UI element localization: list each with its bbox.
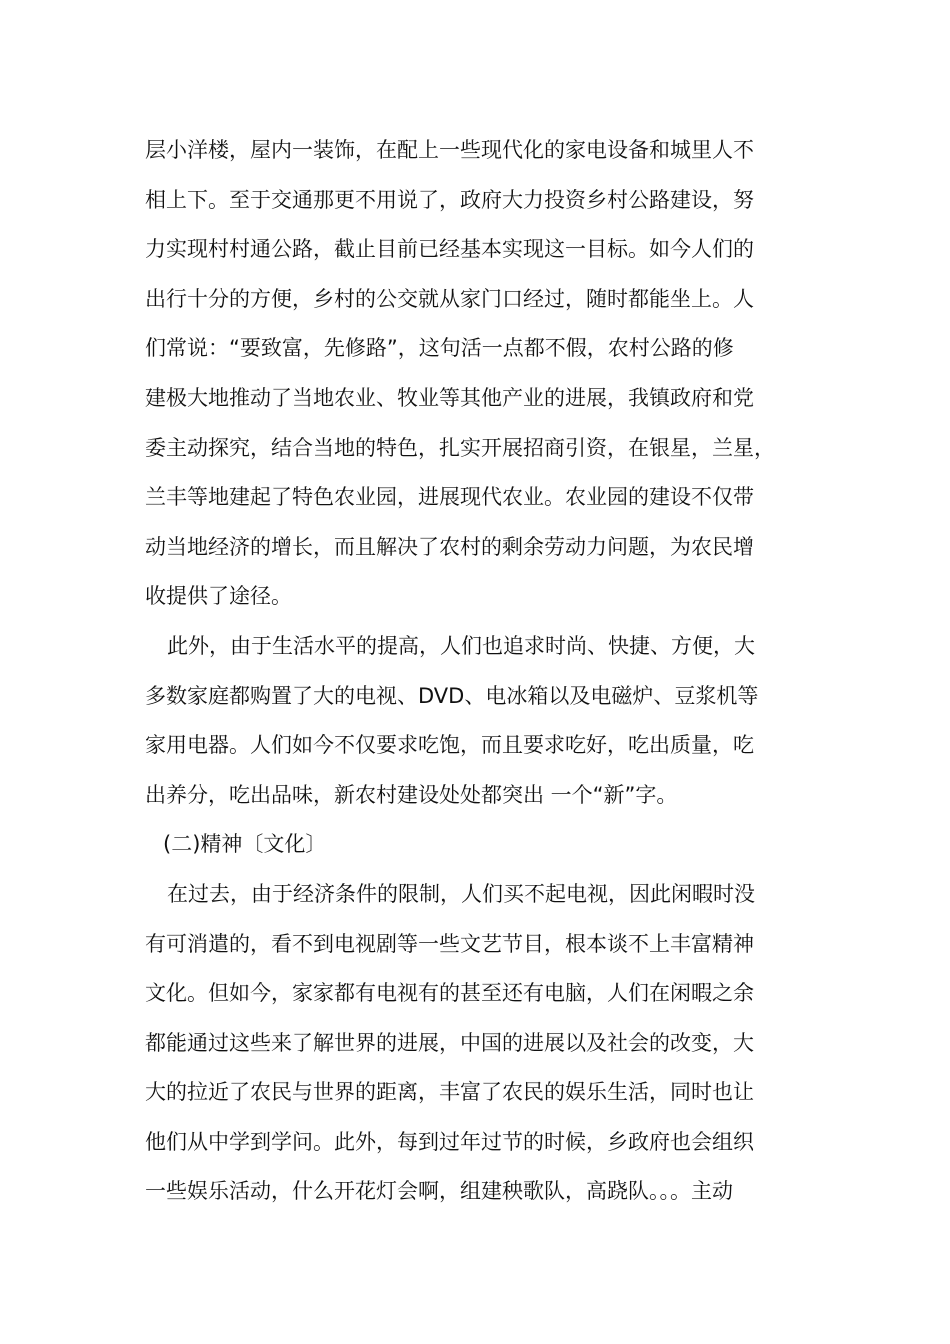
paragraph-line: 大的拉近了农民与世界的距离，丰富了农民的娱乐生活，同时也让 bbox=[145, 1080, 754, 1105]
paragraph-line: 一些娱乐活动，什么开花灯会啊，组建秧歌队，高跷队。。。主动 bbox=[145, 1179, 733, 1204]
paragraph-line: 收提供了途径。 bbox=[145, 584, 292, 609]
paragraph-line: 家用电器。人们如今不仅要求吃饱，而且要求吃好，吃出质量，吃 bbox=[145, 733, 754, 758]
paragraph-line: 委主动探究，结合当地的特色，扎实开展招商引资，在银星，兰星， bbox=[145, 435, 775, 460]
paragraph-line: 文化。但如今，家家都有电视有的甚至还有电脑，人们在闲暇之余 bbox=[145, 981, 754, 1006]
paragraph-line: 出行十分的方便，乡村的公交就从家门口经过，随时都能坐上。人 bbox=[145, 286, 754, 311]
paragraph-line: 有可消遣的，看不到电视剧等一些文艺节目，根本谈不上丰富精神 bbox=[145, 931, 754, 956]
section-heading: (二)精神〔文化〕 bbox=[163, 832, 327, 857]
paragraph-line: 都能通过这些来了解世界的进展，中国的进展以及社会的改变，大 bbox=[145, 1030, 754, 1055]
paragraph-line: 层小洋楼，屋内一装饰，在配上一些现代化的家电设备和城里人不 bbox=[145, 138, 754, 162]
paragraph-first-line: 在过去，由于经济条件的限制，人们买不起电视，因此闲暇时没 bbox=[167, 881, 755, 906]
paragraph-line: 建极大地推动了当地农业、牧业等其他产业的进展，我镇政府和党 bbox=[145, 385, 754, 410]
paragraph-line: 力实现村村通公路，截止目前已经基本实现这一目标。如今人们的 bbox=[145, 237, 754, 262]
paragraph-line: 们常说：“要致富，先修路”，这句活一点都不假，农村公路的修 bbox=[145, 336, 734, 361]
paragraph-line: 相上下。至于交通那更不用说了，政府大力投资乡村公路建设，努 bbox=[145, 187, 754, 212]
paragraph-line: 动当地经济的增长，而且解决了农村的剩余劳动力问题，为农民增 bbox=[145, 534, 754, 559]
paragraph-line: 出养分，吃出品味，新农村建设处处都突出 一个“新”字。 bbox=[145, 782, 678, 807]
paragraph-line: 多数家庭都购置了大的电视、DVD、电冰箱以及电磁炉、豆浆机等 bbox=[145, 683, 759, 708]
paragraph-line: 兰丰等地建起了特色农业园，进展现代农业。农业园的建设不仅带 bbox=[145, 485, 754, 510]
body-text bbox=[145, 126, 845, 1217]
paragraph-first-line: 此外，由于生活水平的提高，人们也追求时尚、快捷、方便，大 bbox=[167, 633, 755, 658]
paragraph-line: 他们从中学到学问。此外，每到过年过节的时候，乡政府也会组织 bbox=[145, 1129, 754, 1154]
